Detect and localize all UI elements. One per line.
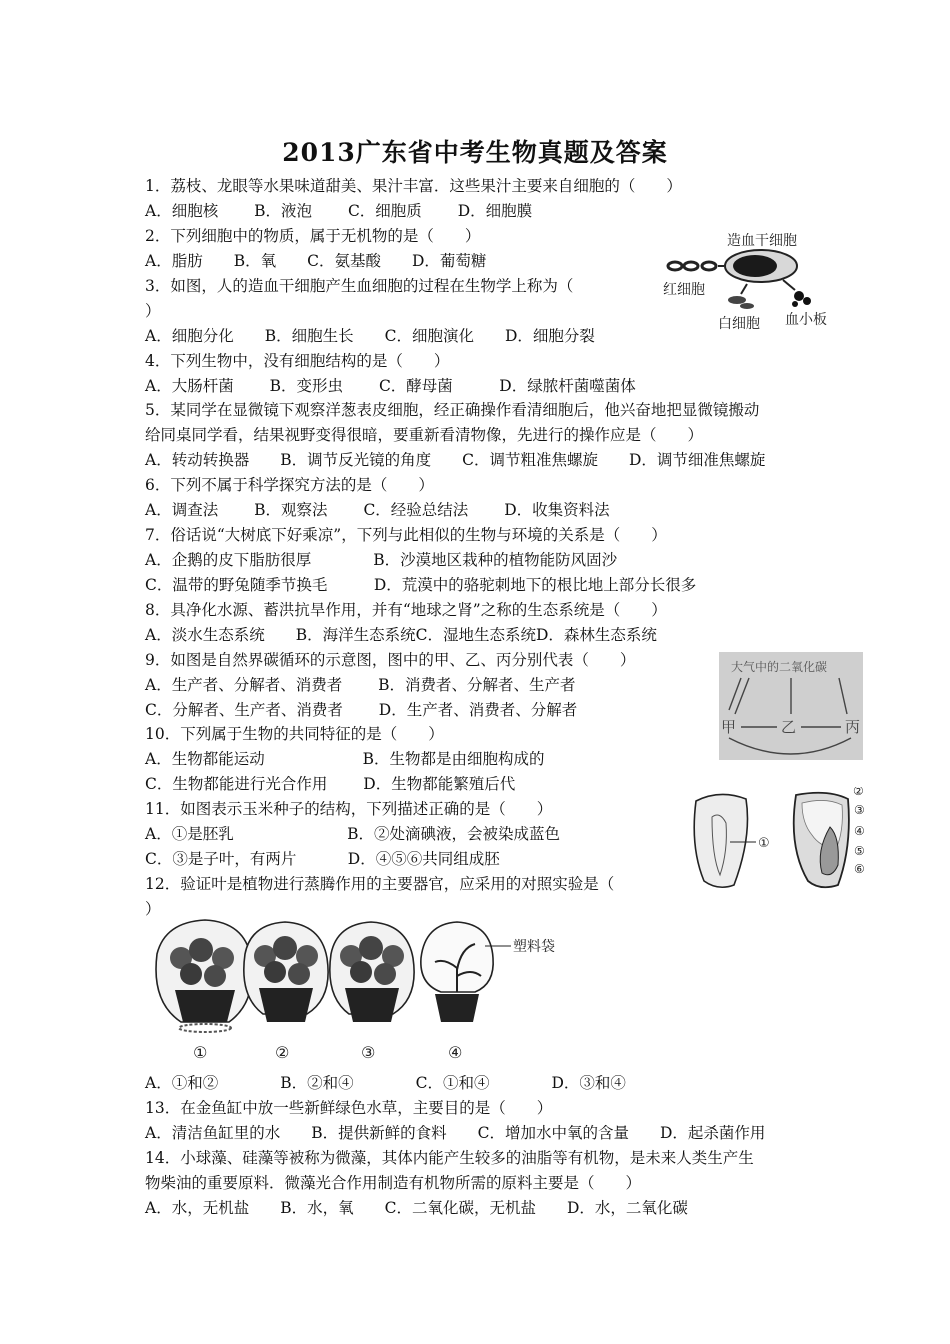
q14-stem: 14．小球藻、硅藻等被称为微藻，其体内能产生较多的油脂等有机物，是未来人类生产生: [145, 1149, 754, 1167]
red-cell-label: 红细胞: [663, 282, 705, 298]
q13-options: A．清洁鱼缸里的水 B．提供新鲜的食料 C．增加水中氧的含量 D．起杀菌作用: [145, 1124, 766, 1142]
platelet-label: 血小板: [785, 312, 827, 328]
q9-options-cd: C．分解者、生产者、消费者 D．生产者、消费者、分解者: [145, 701, 578, 719]
seed-label-6: ⑥: [854, 862, 865, 876]
q14-stem-cont: 物柴油的重要原料．微藻光合作用制造有机物所需的原料主要是（ ）: [145, 1174, 642, 1192]
q5-stem: 5．某同学在显微镜下观察洋葱表皮细胞，经正确操作看清细胞后，他兴奋地把显微镜搬动: [145, 401, 760, 419]
q6-stem: 6．下列不属于科学探究方法的是（ ）: [145, 476, 434, 494]
stem-cell-label: 造血干细胞: [727, 233, 797, 249]
q8-stem: 8．具净化水源、蓄洪抗旱作用，并有“地球之肾”之称的生态系统是（ ）: [145, 601, 667, 619]
seed-label-3: ③: [854, 803, 865, 817]
q7-options-ab: A．企鹅的皮下脂肪很厚 B．沙漠地区栽种的植物能防风固沙: [145, 551, 618, 569]
q3-options: A．细胞分化 B．细胞生长 C．细胞演化 D．细胞分裂: [145, 327, 595, 345]
q6-options: A．调查法 B．观察法 C．经验总结法 D．收集资料法: [145, 501, 610, 519]
q4-stem: 4．下列生物中，没有细胞结构的是（ ）: [145, 352, 450, 370]
bag-tie-1: [179, 1024, 231, 1032]
carbon-node-jia: 甲: [721, 718, 737, 736]
q13-stem: 13．在金鱼缸中放一些新鲜绿色水草，主要目的是（ ）: [145, 1099, 553, 1117]
arrow-to-platelet: [783, 280, 795, 290]
q1-stem: 1．荔枝、龙眼等水果味道甜美、果汁丰富．这些果汁主要来自细胞的（ ）: [145, 177, 682, 195]
transpiration-experiment-figure: [145, 918, 575, 1066]
plant-label-1: ①: [193, 1043, 208, 1062]
plant-label-3: ③: [361, 1043, 376, 1062]
pot-1: [175, 990, 235, 1022]
red-cell-shape: [668, 262, 682, 270]
white-cell-label: 白细胞: [718, 316, 760, 332]
blood-cell-figure: [663, 228, 843, 336]
leaves-3: [359, 936, 383, 960]
carbon-cycle-figure: [719, 652, 863, 760]
leaves-3: [374, 963, 396, 985]
q10-options-cd: C．生物都能进行光合作用 D．生物都能繁殖后代: [145, 775, 516, 793]
q9-options-ab: A．生产者、分解者、消费者 B．消费者、分解者、生产者: [145, 676, 576, 694]
q11-stem: 11．如图表示玉米种子的结构，下列描述正确的是（ ）: [145, 800, 553, 818]
pot-4: [435, 994, 479, 1022]
page-title: 2013广东省中考生物真题及答案: [282, 138, 668, 167]
seed-label-4: ④: [854, 824, 865, 838]
q5-options: A．转动转换器 B．调节反光镜的角度 C．调节粗准焦螺旋 D．调节细准焦螺旋: [145, 451, 766, 469]
red-cell-shape: [684, 262, 698, 270]
q14-options: A．水，无机盐 B．水，氧 C．二氧化碳，无机盐 D．水，二氧化碳: [145, 1199, 688, 1217]
stem-cell-nucleus: [733, 255, 777, 277]
platelet-shape: [794, 291, 804, 301]
plastic-bag-label: 塑料袋: [513, 939, 555, 955]
q12-options: A．①和② B．②和④ C．①和④ D．③和④: [145, 1074, 626, 1092]
leaves-1: [189, 938, 213, 962]
atmosphere-co2-label: 大气中的二氧化碳: [731, 660, 828, 674]
plant-label-2: ②: [275, 1043, 290, 1062]
q9-stem: 9．如图是自然界碳循环的示意图，图中的甲、乙、丙分别代表（ ）: [145, 651, 636, 669]
q2-options: A．脂肪 B．氧 C．氨基酸 D．葡萄糖: [145, 252, 487, 270]
leaves-2: [264, 961, 286, 983]
carbon-node-bing: 丙: [845, 718, 861, 736]
platelet-shape: [792, 301, 798, 307]
leaves-3: [350, 961, 372, 983]
q4-options: A．大肠杆菌 B．变形虫 C．酵母菌 D．绿脓杆菌噬菌体: [145, 377, 636, 395]
q10-options-ab: A．生物都能运动 B．生物都是由细胞构成的: [145, 750, 545, 768]
arrow-to-white: [741, 284, 747, 294]
q1-options: A．细胞核 B．液泡 C．细胞质 D．细胞膜: [145, 202, 533, 220]
plant-label-4: ④: [448, 1043, 463, 1062]
seed-label-2: ②: [853, 787, 864, 798]
seed-label-1: ①: [758, 836, 770, 851]
leaves-2: [288, 963, 310, 985]
q3-stem-cont: ）: [145, 302, 161, 320]
q12-stem-cont: ）: [145, 900, 161, 918]
q2-stem: 2．下列细胞中的物质，属于无机物的是（ ）: [145, 227, 481, 245]
seed-label-5: ⑤: [854, 844, 865, 858]
leaves-2: [273, 936, 297, 960]
carbon-node-yi: 乙: [781, 718, 797, 736]
corn-seed-figure: [688, 787, 868, 893]
pot-2: [259, 988, 313, 1022]
q7-stem: 7．俗话说“大树底下好乘凉”，下列与此相似的生物与环境的关系是（ ）: [145, 526, 667, 544]
q3-stem: 3．如图，人的造血干细胞产生血细胞的过程在生物学上称为（: [145, 277, 574, 295]
leaves-1: [204, 965, 226, 987]
q10-stem: 10．下列属于生物的共同特征的是（ ）: [145, 725, 444, 743]
q5-stem-cont: 给同桌同学看，结果视野变得很暗，要重新看清物像，先进行的操作应是（ ）: [145, 426, 704, 444]
q8-options: A．淡水生态系统 B．海洋生态系统C．湿地生态系统D．森林生态系统: [145, 626, 657, 644]
leaves-1: [180, 963, 202, 985]
q11-options-ab: A．①是胚乳 B．②处滴碘液，会被染成蓝色: [145, 825, 561, 843]
red-cell-shape: [702, 262, 716, 270]
q12-stem: 12．验证叶是植物进行蒸腾作用的主要器官，应采用的对照实验是（: [145, 875, 615, 893]
q11-options-cd: C．③是子叶，有两片 D．④⑤⑥共同组成胚: [145, 850, 500, 868]
platelet-shape: [803, 297, 811, 305]
white-cell-shape: [740, 303, 754, 309]
white-cell-shape: [728, 296, 746, 304]
q7-options-cd: C．温带的野兔随季节换毛 D．荒漠中的骆驼刺地下的根比地上部分长很多: [145, 576, 697, 594]
pot-3: [345, 988, 399, 1022]
